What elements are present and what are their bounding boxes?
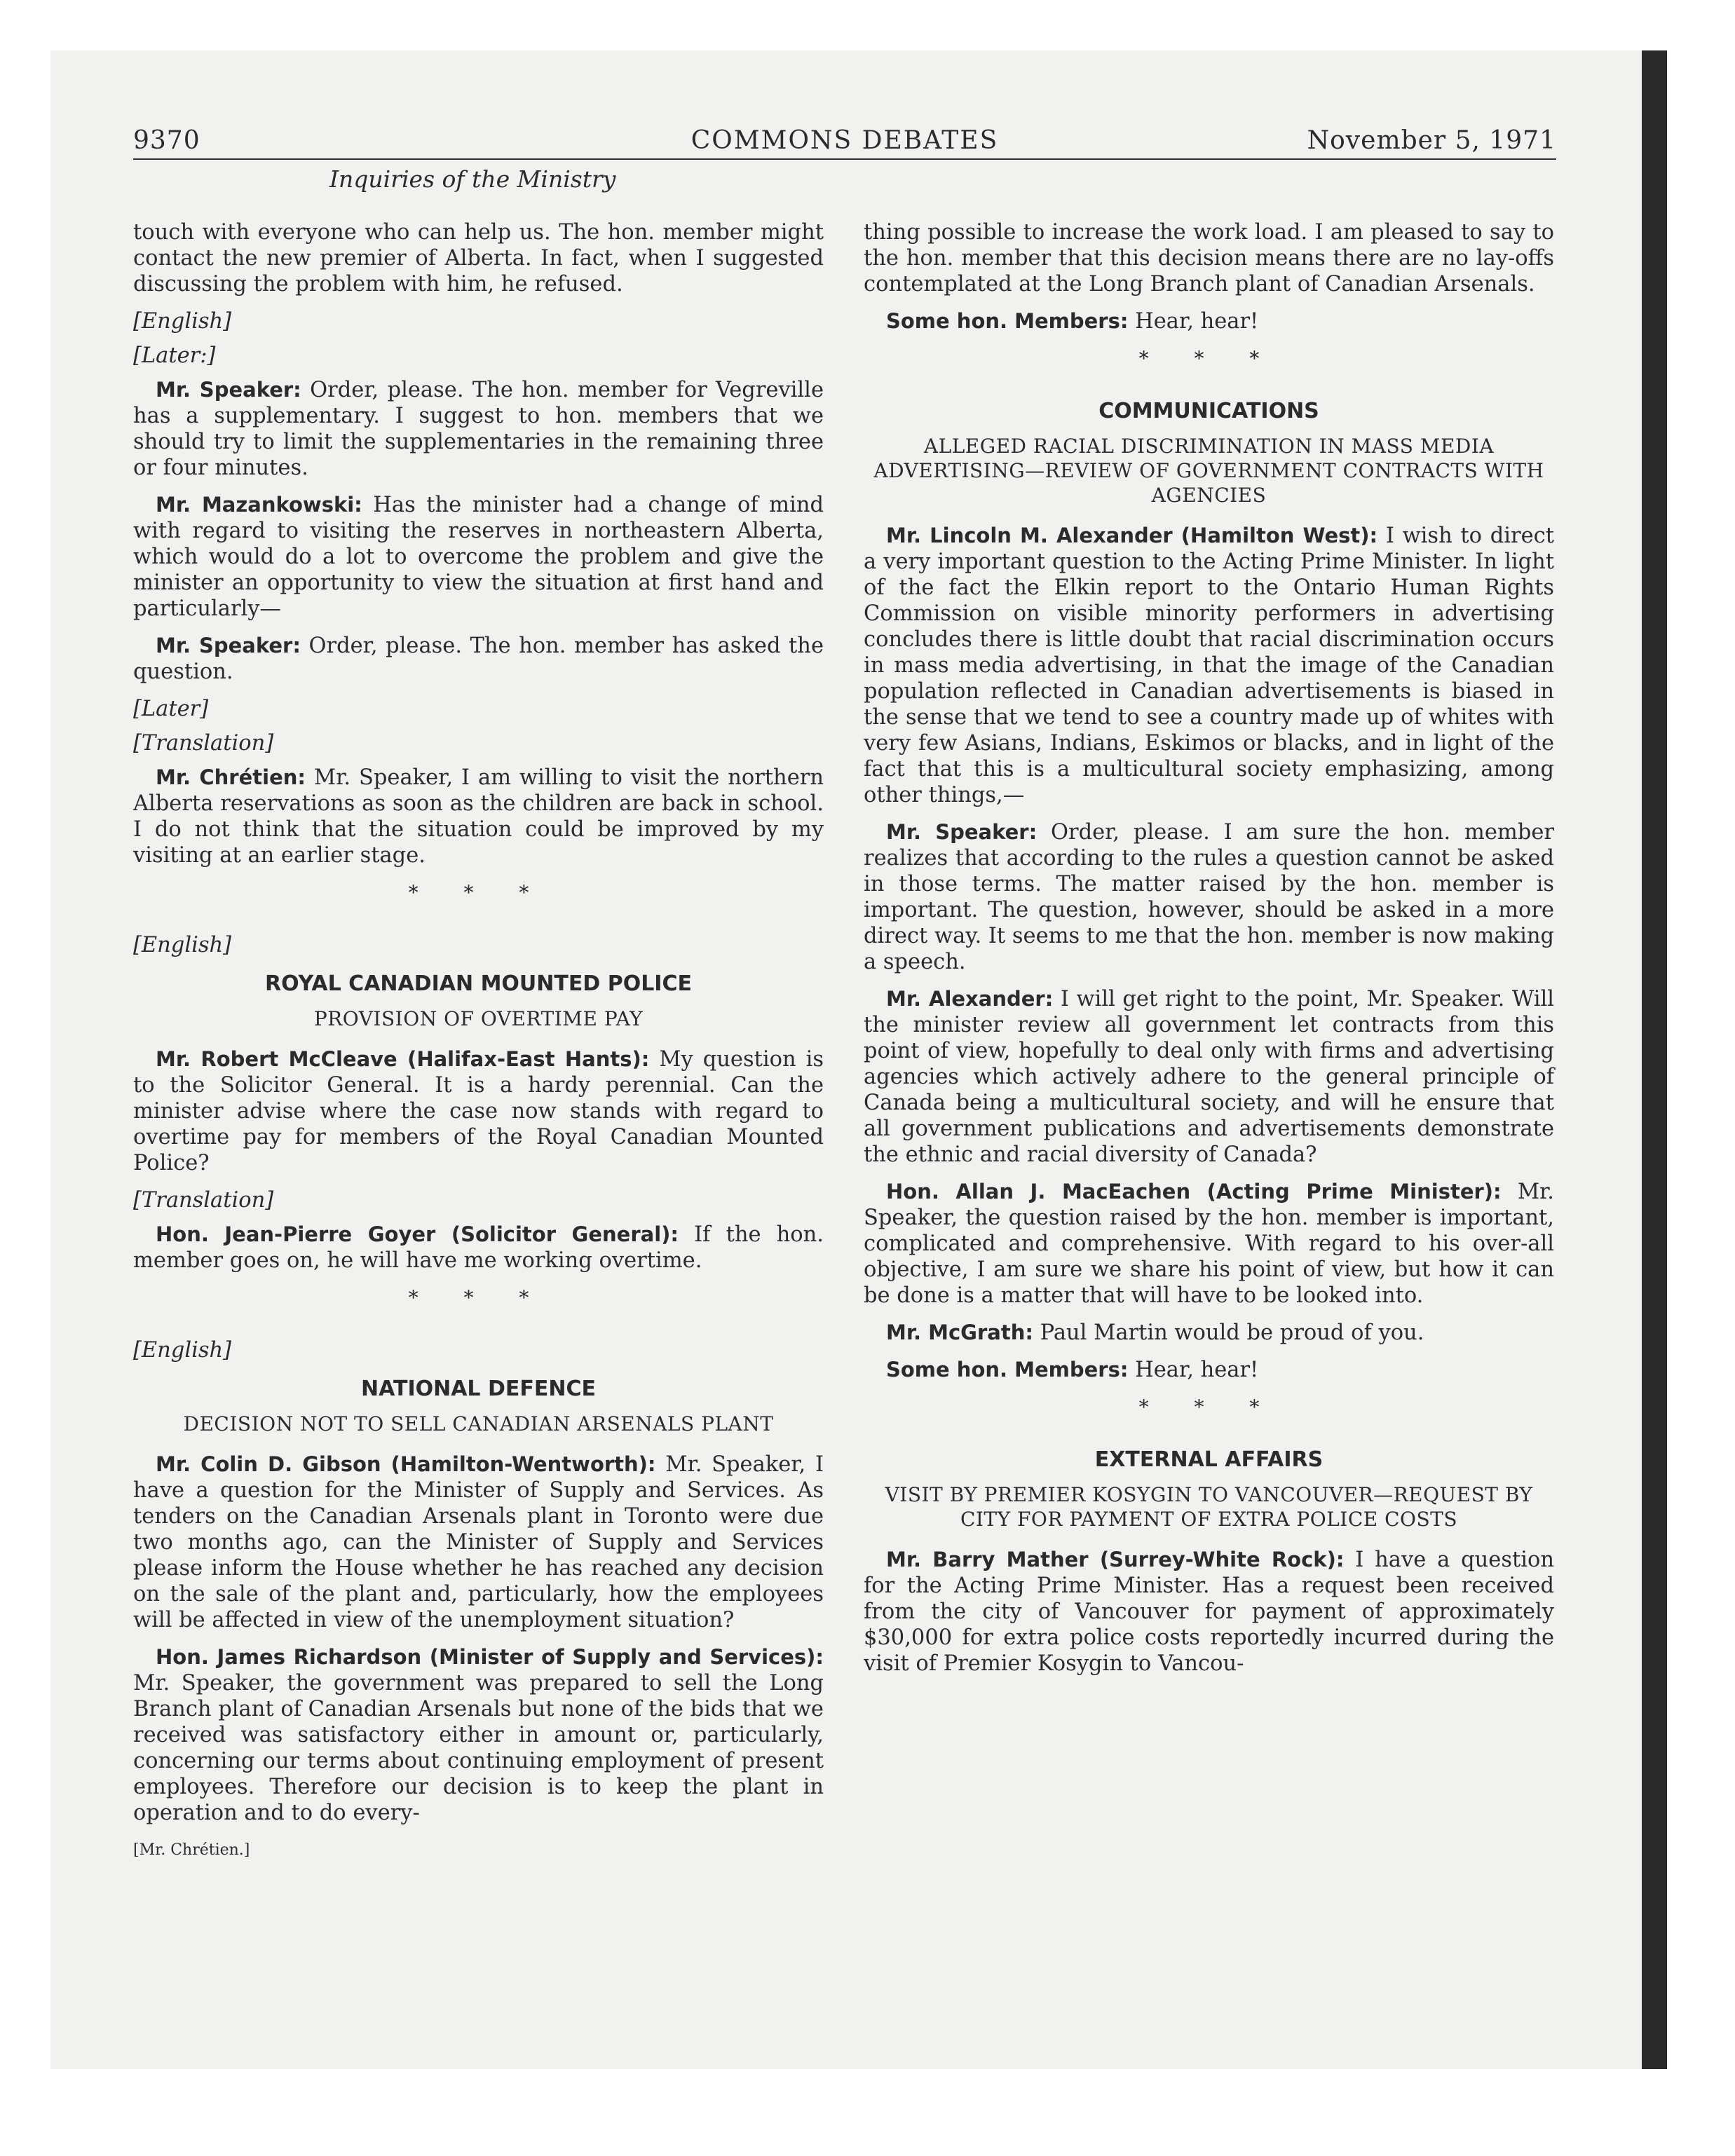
speaker-name: Mr. Robert McCleave (Halifax-East Hants):	[156, 1047, 650, 1071]
speech	[864, 1357, 1554, 1383]
section-subtitle: ALLEGED RACIAL DISCRIMINATION IN MASS MEDIA ADVERTISING—REVIEW OF GOVERNMENT CONTRACTS WITH AGENCIES	[873, 435, 1544, 507]
language-tag: [Translation]	[133, 1188, 274, 1213]
speech	[864, 308, 1554, 334]
speech-text: I wish to direct a very important question to the Acting Prime Minister. In light of the fact the Elkin report to the Ontario Human Rights Commission on visible minority performers in advertising concludes there is little doubt that racial discrimination occurs in mass media advertising, in that the image of the Canadian population reflected in Canadian advertisements is biased in the sense that we tend to see a country made up of whites with very few Asians, Indians, Eskimos or blacks, and in light of the fact that this is a multicultural society emphasizing, among other things,—	[864, 524, 1554, 807]
section-title: EXTERNAL AFFAIRS	[1094, 1447, 1324, 1472]
speaker-name: Mr. Speaker:	[156, 634, 301, 657]
page-header	[133, 126, 1556, 160]
speech-text: My question is to the Solicitor General. It is a hardy perennial. Can the minister advise where the case now stands with regard to overtime pay for members of the Royal Canadian Mounted Police?	[133, 1047, 824, 1175]
speech-text: Mr. Speaker, the question raised by the hon. member is important, complicated and comprehensive. With regard to his over-all objective, I am sure we share his point of view, but how it can be done is a matter that will have to be looked into.	[864, 1180, 1554, 1308]
section-divider: * * *	[408, 881, 549, 904]
section-subtitle: DECISION NOT TO SELL CANADIAN ARSENALS PLANT	[183, 1412, 774, 1435]
running-subheading: Inquiries of the Ministry	[329, 165, 616, 193]
speech	[864, 1547, 1554, 1677]
page-date: November 5, 1971	[1307, 126, 1556, 155]
speech	[864, 1179, 1554, 1309]
speaker-name: Hon. Allan J. MacEachen (Acting Prime Minister):	[886, 1180, 1502, 1203]
paragraph: thing possible to increase the work load. I am pleased to say to the hon. member that this decision means there are no lay-offs contemplated at the Long Branch plant of Canadian Arsenals.	[864, 220, 1554, 296]
speech-text: Paul Martin would be proud of you.	[1033, 1321, 1424, 1345]
left-column	[133, 219, 824, 1863]
speech	[133, 1452, 824, 1633]
speech	[864, 819, 1554, 975]
speaker-name: Some hon. Members:	[886, 309, 1129, 333]
section-subtitle: PROVISION OF OVERTIME PAY	[313, 1007, 644, 1030]
speech	[133, 1222, 824, 1274]
right-column	[864, 219, 1554, 1688]
speaker-name: Mr. Lincoln M. Alexander (Hamilton West):	[886, 524, 1378, 547]
language-tag: [English]	[133, 309, 232, 334]
paragraph: touch with everyone who can help us. The hon. member might contact the new premier of Alberta. In fact, when I suggested discussing the problem with him, he refused.	[133, 220, 824, 296]
section-title: COMMUNICATIONS	[1098, 399, 1319, 423]
page-number: 9370	[133, 126, 200, 155]
speech	[133, 633, 824, 685]
section-divider: * * *	[408, 1286, 549, 1309]
speaker-name: Mr. McGrath:	[886, 1321, 1033, 1344]
speaker-name: Mr. Speaker:	[156, 378, 301, 402]
publication-title: COMMONS DEBATES	[690, 126, 999, 155]
speech	[133, 1644, 824, 1826]
speech	[133, 765, 824, 868]
speech-text: Hear, hear!	[1128, 1358, 1259, 1382]
speaker-name: Mr. Alexander:	[886, 987, 1054, 1011]
speaker-name: Mr. Chrétien:	[156, 765, 306, 789]
speaker-name: Mr. Barry Mather (Surrey-White Rock):	[886, 1548, 1345, 1571]
time-tag: [Later]	[133, 697, 209, 721]
speech-text: I will get right to the point, Mr. Speaker. Will the minister review all government let contracts from this point of view, hopefully to deal only with firms and advertising agencies which actively adhere to the general principle of Canada being a multicultural society, and will he ensure that all government publications and advertisements demonstrate the ethnic and racial diversity of Canada?	[864, 987, 1554, 1167]
speech	[864, 986, 1554, 1168]
section-title: NATIONAL DEFENCE	[360, 1377, 596, 1401]
page-footnote: [Mr. Chrétien.]	[133, 1841, 250, 1859]
speech	[864, 523, 1554, 808]
language-tag: [English]	[133, 1338, 232, 1363]
speaker-name: Hon. James Richardson (Minister of Supply and Services):	[156, 1645, 824, 1669]
time-tag: [Later:]	[133, 343, 216, 368]
speech-text: Order, please. The hon. member has asked the question.	[133, 634, 824, 684]
language-tag: [English]	[133, 933, 232, 957]
speech-text: Order, please. The hon. member for Vegreville has a supplementary. I suggest to hon. members that we should try to limit the supplementaries in the remaining three or four minutes.	[133, 378, 824, 480]
scan-edge	[1642, 50, 1667, 2069]
speech-text: Mr. Speaker, I am willing to visit the northern Alberta reservations as soon as the children are back in school. I do not think that the situation could be improved by my visiting at an earlier stage.	[133, 765, 824, 868]
speech	[133, 492, 824, 622]
section-divider: * * *	[1138, 1396, 1279, 1419]
speech-text: If the hon. member goes on, he will have me working overtime.	[133, 1222, 824, 1273]
speaker-name: Hon. Jean-Pierre Goyer (Solicitor General):	[156, 1222, 679, 1246]
section-subtitle: VISIT BY PREMIER KOSYGIN TO VANCOUVER—REQUEST BY CITY FOR PAYMENT OF EXTRA POLICE COSTS	[885, 1483, 1533, 1531]
speech-text: Order, please. I am sure the hon. member realizes that according to the rules a question cannot be asked in those terms. The matter raised by the hon. member is important. The question, however, should be asked in a more direct way. It seems to me that the hon. member is now making a speech.	[864, 820, 1554, 974]
speech-text: Mr. Speaker, the government was prepared to sell the Long Branch plant of Canadian Arsenals but none of the bids that we received was satisfactory either in amount or, particularly, concerning our terms about continuing employment of present employees. Therefore our decision is to keep the plant in operation and to do every-	[133, 1671, 824, 1825]
speaker-name: Some hon. Members:	[886, 1358, 1129, 1381]
speech	[864, 1320, 1554, 1346]
speech-text: Mr. Speaker, I have a question for the Minister of Supply and Services. As tenders on the Canadian Arsenals plant in Toronto were due two months ago, can the Minister of Supply and Services please inform the House whether he has reached any decision on the sale of the plant and, particularly, how the employees will be affected in view of the unemployment situation?	[133, 1452, 824, 1632]
section-divider: * * *	[1138, 347, 1279, 370]
speech	[133, 377, 824, 481]
speech-text: Has the minister had a change of mind with regard to visiting the reserves in northeastern Alberta, which would do a lot to overcome the problem and give the minister an opportunity to view the situation at first hand and particularly—	[133, 493, 824, 621]
speech	[133, 1046, 824, 1176]
speaker-name: Mr. Speaker:	[886, 820, 1037, 844]
section-title: ROYAL CANADIAN MOUNTED POLICE	[265, 971, 692, 996]
speaker-name: Mr. Colin D. Gibson (Hamilton-Wentworth):	[156, 1452, 656, 1476]
speech-text: Hear, hear!	[1128, 309, 1259, 334]
speech-text: I have a question for the Acting Prime Minister. Has a request been received from the city of Vancouver for payment of approximately $30,000 for extra police costs reportedly incurred during the visit of Premier Kosygin to Vancou-	[864, 1548, 1554, 1676]
language-tag: [Translation]	[133, 731, 274, 756]
speaker-name: Mr. Mazankowski:	[156, 493, 362, 517]
